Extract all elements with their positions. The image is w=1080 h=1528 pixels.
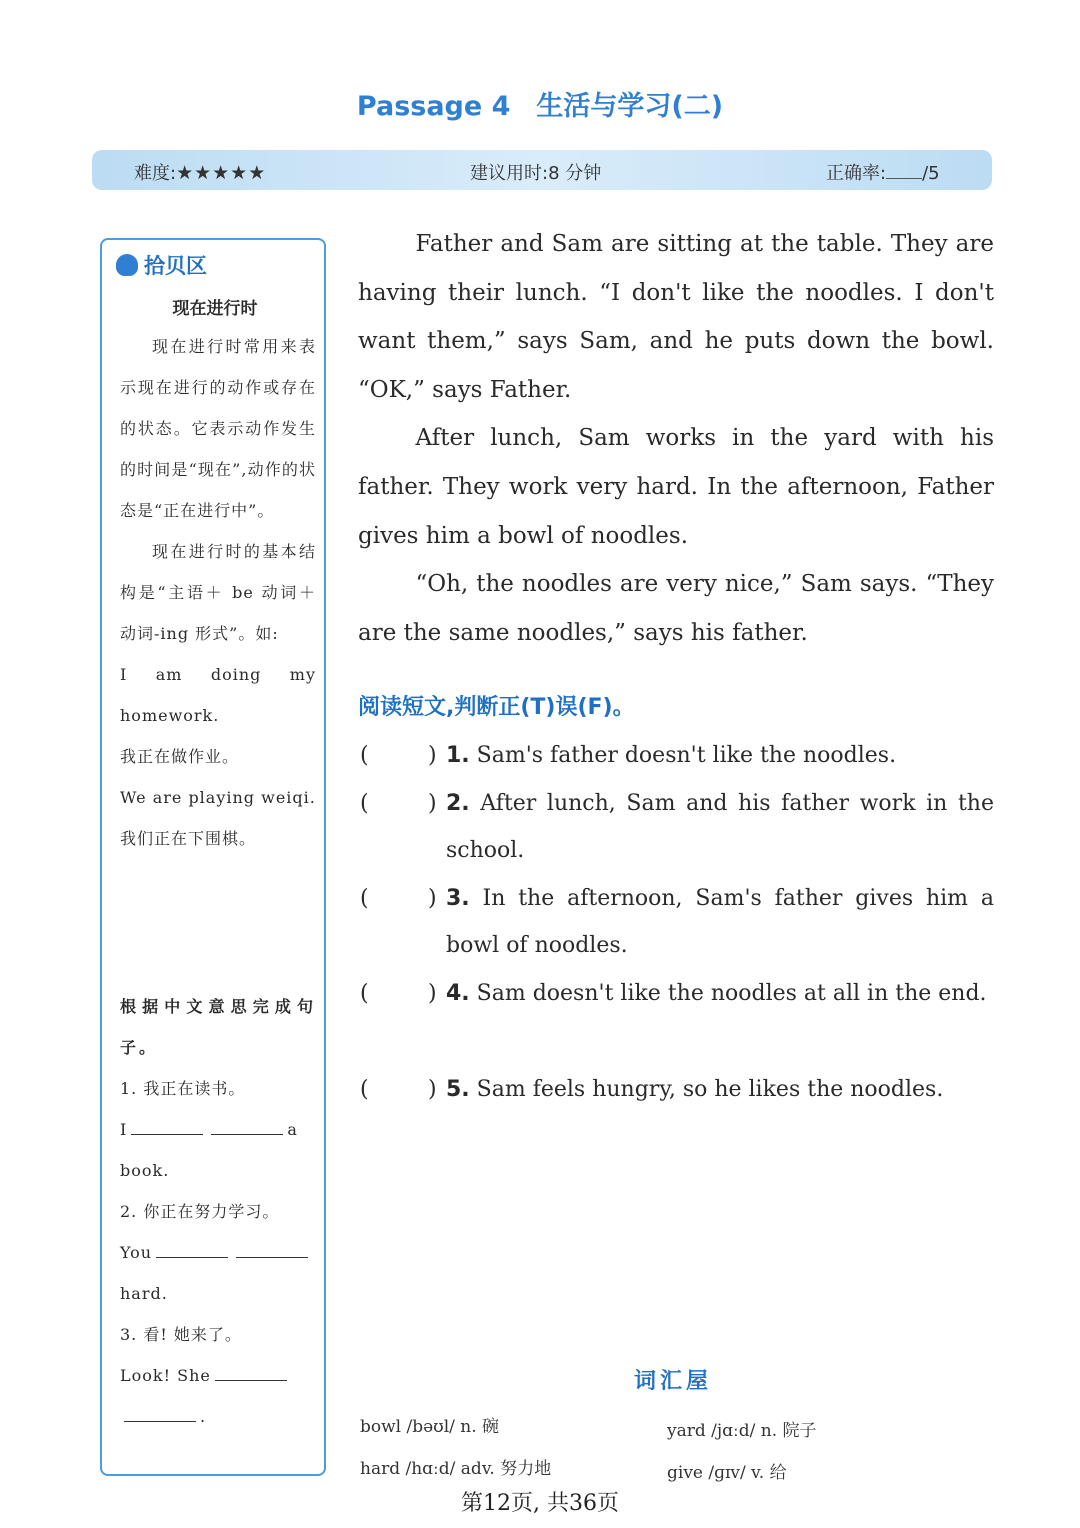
vocab-item: give /ɡɪv/ v. 给 xyxy=(667,1463,787,1483)
exercise-2-start: You xyxy=(120,1243,153,1262)
blank[interactable] xyxy=(131,1120,203,1135)
accuracy-blank[interactable] xyxy=(886,178,922,179)
exercise-2-line xyxy=(120,1232,316,1273)
answer-open[interactable]: ( xyxy=(360,981,369,1006)
accuracy xyxy=(826,159,940,185)
exercise-3-cn: 3. 看! 她来了。 xyxy=(120,1325,242,1344)
blank[interactable] xyxy=(156,1243,228,1258)
sidebar-subheading: 现在进行时 xyxy=(172,299,258,319)
example-1-en: I am doing my homework. xyxy=(120,665,316,725)
question-2 xyxy=(358,780,994,874)
exercise-1-end: a xyxy=(287,1120,298,1139)
answer-close: ) xyxy=(428,886,437,911)
exercise-block xyxy=(120,986,316,1437)
question-text: After lunch, Sam and his father work in the school. xyxy=(446,791,994,863)
exercise-1-line xyxy=(120,1109,316,1150)
question-number: 3. xyxy=(446,886,470,911)
answer-close: ) xyxy=(428,791,437,816)
question-1 xyxy=(358,732,994,779)
sidebar-heading xyxy=(116,250,207,280)
blank[interactable] xyxy=(215,1366,287,1381)
grammar-sidebar xyxy=(100,238,326,1476)
blank[interactable] xyxy=(124,1407,196,1422)
exercise-2-cont: hard. xyxy=(120,1284,168,1303)
vocab-item: bowl /bəʊl/ n. 碗 xyxy=(360,1417,500,1437)
question-number: 2. xyxy=(446,791,470,816)
example-1-cn: 我正在做作业。 xyxy=(120,747,240,766)
shell-icon xyxy=(116,254,138,276)
difficulty xyxy=(134,159,266,185)
blank[interactable] xyxy=(236,1243,308,1258)
answer-open[interactable]: ( xyxy=(360,743,369,768)
exercise-1-cont: book. xyxy=(120,1161,170,1180)
question-number: 1. xyxy=(446,743,470,768)
question-3 xyxy=(358,875,994,969)
exercise-1-cn: 1. 我正在读书。 xyxy=(120,1079,246,1098)
accuracy-label: 正确率: xyxy=(826,163,887,184)
page-title xyxy=(0,84,1080,123)
exercise-3-start: Look! She xyxy=(120,1366,211,1385)
question-5 xyxy=(358,1066,994,1113)
question-text: In the afternoon, Sam's father gives him a bowl of noodles. xyxy=(446,886,994,958)
passage-label: Passage 4 xyxy=(356,91,511,122)
question-text: Sam doesn't like the noodles at all in the end. xyxy=(476,981,987,1006)
blank[interactable] xyxy=(211,1120,283,1135)
suggested-time: 建议用时:8 分钟 xyxy=(470,163,602,184)
question-4 xyxy=(358,970,994,1017)
example-2-en: We are playing weiqi. xyxy=(120,788,316,807)
answer-open[interactable]: ( xyxy=(360,886,369,911)
question-number: 4. xyxy=(446,981,470,1006)
passage-title: 生活与学习(二) xyxy=(536,91,724,122)
page-footer: 第12页, 共36页 xyxy=(461,1491,619,1516)
exercise-3-cont xyxy=(120,1396,316,1437)
answer-open[interactable]: ( xyxy=(360,791,369,816)
reading-passage xyxy=(358,220,994,657)
passage-paragraph-2: After lunch, Sam works in the yard with his father. They work very hard. In the afternoon, Father gives him a bowl of noodles. xyxy=(358,425,994,549)
answer-close: ) xyxy=(428,743,437,768)
exercise-3-end: . xyxy=(200,1407,207,1426)
passage-paragraph-3: “Oh, the noodles are very nice,” Sam says. “They are the same noodles,” says his father. xyxy=(358,571,994,646)
passage-paragraph-1: Father and Sam are sitting at the table. They are having their lunch. “I don't like the noodles. I don't want them,” says Sam, and he puts down the bowl. “OK,” says Father. xyxy=(358,231,994,403)
vocab-item: yard /jɑːd/ n. 院子 xyxy=(667,1421,817,1441)
question-number: 5. xyxy=(446,1077,470,1102)
vocab-heading: 词汇屋 xyxy=(634,1369,713,1394)
exercise-task: 根据中文意思完成句子。 xyxy=(120,997,316,1057)
exercise-3-line xyxy=(120,1355,316,1396)
exercise-2-cn: 2. 你正在努力学习。 xyxy=(120,1202,280,1221)
questions-heading: 阅读短文,判断正(T)误(F)。 xyxy=(358,695,635,720)
answer-close: ) xyxy=(428,981,437,1006)
question-text: Sam feels hungry, so he likes the noodles. xyxy=(476,1077,944,1102)
question-text: Sam's father doesn't like the noodles. xyxy=(476,743,897,768)
exercise-1-start: I xyxy=(120,1120,128,1139)
difficulty-label: 难度: xyxy=(134,163,177,184)
grammar-para-1: 现在进行时常用来表示现在进行的动作或存在的状态。它表示动作发生的时间是“现在”,动作的状态是“正在进行中”。 xyxy=(120,337,316,520)
info-bar xyxy=(92,150,992,190)
accuracy-total: /5 xyxy=(922,163,940,184)
sidebar-heading-text: 拾贝区 xyxy=(144,254,207,278)
answer-close: ) xyxy=(428,1077,437,1102)
grammar-para-2: 现在进行时的基本结构是“主语＋ be 动词＋动词-ing 形式”。如: xyxy=(120,542,316,643)
example-2-cn: 我们正在下围棋。 xyxy=(120,829,257,848)
difficulty-stars: ★★★★★ xyxy=(176,162,267,184)
answer-open[interactable]: ( xyxy=(360,1077,369,1102)
grammar-notes xyxy=(120,326,316,859)
vocab-item: hard /hɑːd/ adv. 努力地 xyxy=(360,1459,552,1479)
